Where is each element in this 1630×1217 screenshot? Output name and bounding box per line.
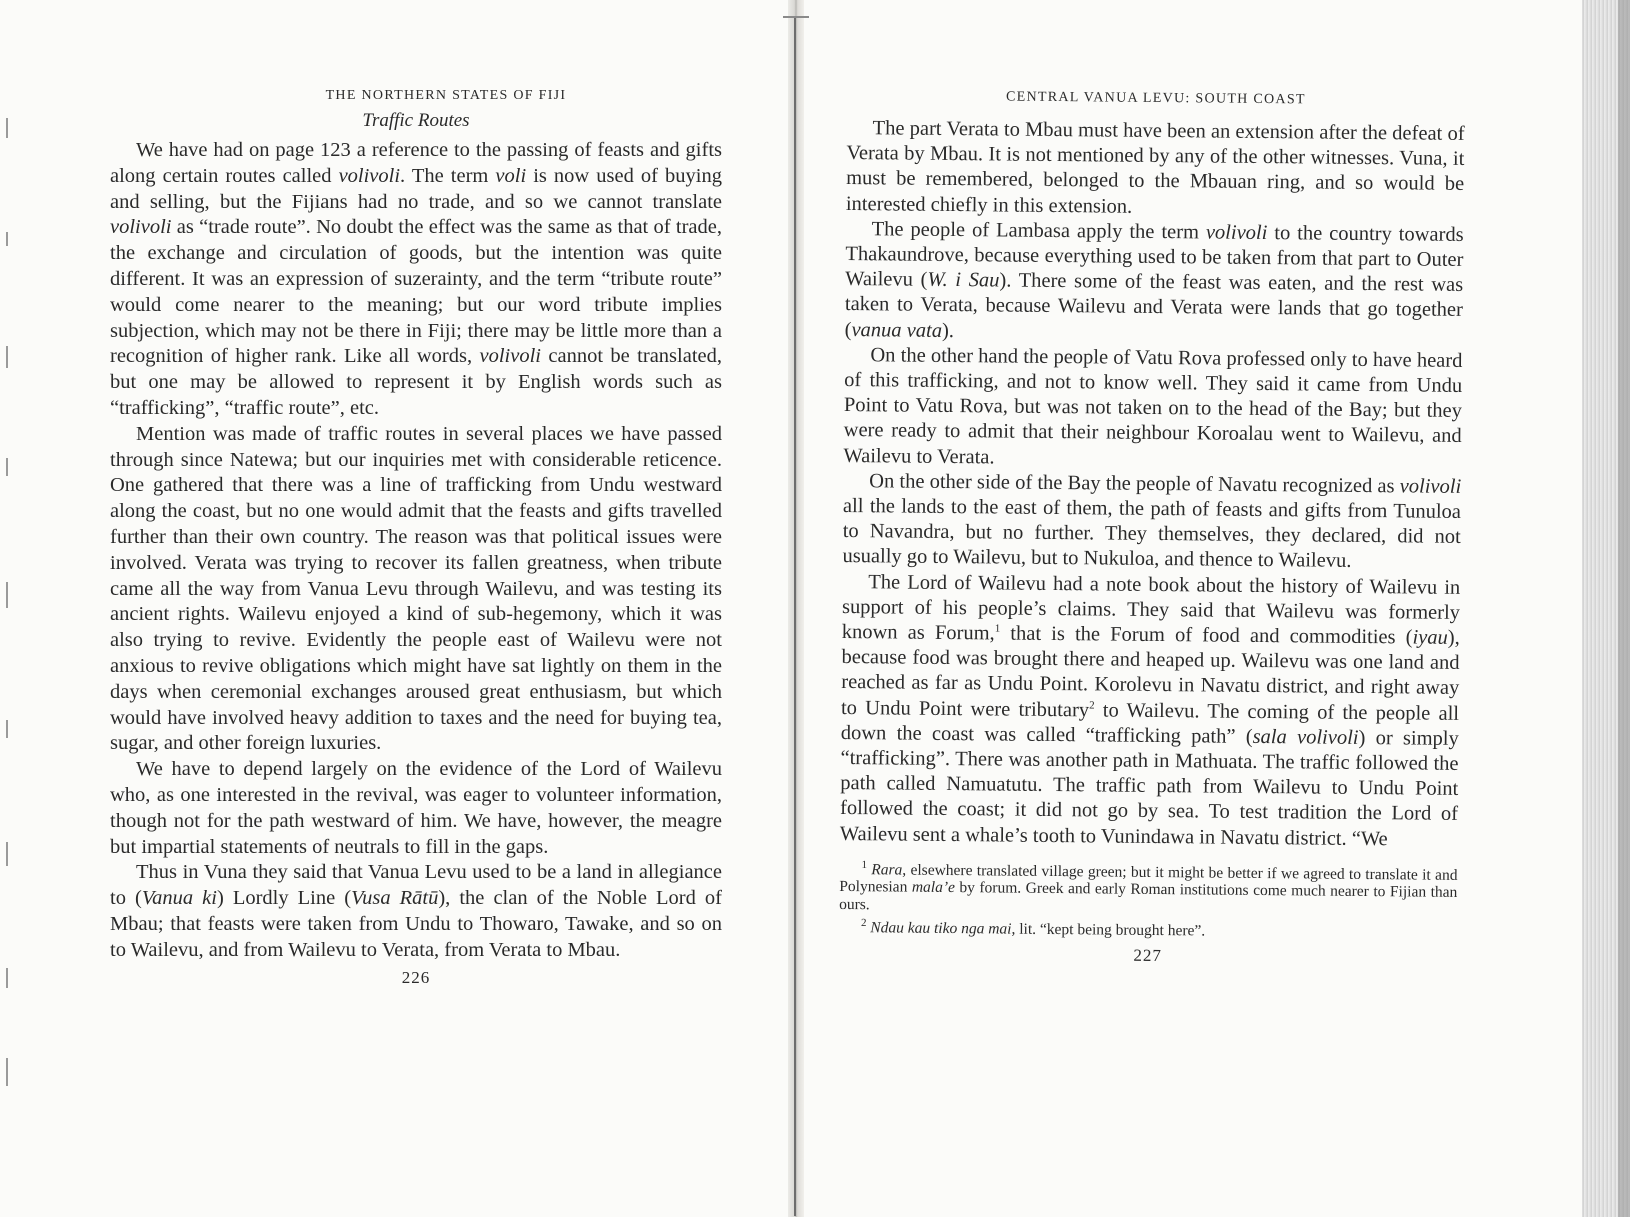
gutter-fold-line <box>794 16 796 1216</box>
italic-term: voli <box>495 164 527 187</box>
paragraph <box>110 860 722 963</box>
footnote-marker: 1 <box>861 858 868 871</box>
footnote-marker: 2 <box>1089 699 1095 712</box>
text-run: to the country towards Thakaundrove, because everything used to be taken from that part to Outer Wailevu ( <box>845 221 1464 291</box>
italic-term: volivoli <box>1205 221 1268 244</box>
italic-term: volivoli <box>1399 475 1462 498</box>
left-margin-scan-marks <box>0 0 20 1217</box>
italic-term: volivoli <box>110 216 172 239</box>
italic-term: mala’e <box>911 879 956 897</box>
text-run: The people of Lambasa apply the term <box>871 218 1207 244</box>
footnote <box>839 858 1458 919</box>
paragraph <box>110 138 722 422</box>
italic-term: sala volivoli <box>1252 725 1359 749</box>
text-run: ). There some of the feast was eaten, and the rest was taken to Verata, because Wailevu and Verata were lands that go together ( <box>844 269 1464 341</box>
text-run: ), the clan of the Noble Lord of Mbau; that feasts were taken from Undu to Thowaro, Tawake, and so on to Wailevu, and from Wailevu to Verata, from Verata to Mbau. <box>110 887 722 961</box>
text-run: is now used of buying and selling, but the Fijians had no trade, and so we cannot translate <box>110 164 722 213</box>
text-run: The Lord of Wailevu had a note book about the history of Wailevu in support of his people’s claims. They said that Wailevu was formerly known as Forum, <box>841 570 1461 645</box>
paragraph <box>846 116 1465 223</box>
text-run: , lit. “kept being brought here”. <box>1011 921 1206 940</box>
text-run: On the other side of the Bay the people of Navatu recognized as <box>869 470 1400 498</box>
text-run: Mention was made of traffic routes in several places we have passed through since Natewa; but our inquiries met with considerable reticence. One gathered that there was a line of trafficking from Undu westward along the coast, but no one would admit that the feasts and gifts travelled further than their own country. The reason was that political issues were involved. Verata was trying to recover its fallen greatness, when tribute came all the way from Vanua Levu through Wailevu, and was testing its ancient rights. Wailevu enjoyed a kind of sub-hegemony, which it was also trying to revive. Evidently the people east of Wailevu were not anxious to revive obligations which might have sat lightly on them in the days when ceremonial exchanges aroused great enthusiasm, but which would have involved heavy addition to taxes and the need for buying tea, sugar, and other foreign luxuries. <box>110 422 722 755</box>
text-run: as “trade route”. No doubt the effect was the same as that of trade, the exchange and circulation of goods, but the intention was quite different. It was an expression of suzerainty, and the term “tribute route” would come nearer to the meaning; but our word tribute implies subjection, which may not be there in Fiji; there may be little more than a recognition of higher rank. Like all words, <box>110 216 722 368</box>
left-running-head: THE NORTHERN STATES OF FIJI <box>325 88 567 103</box>
paragraph <box>110 422 722 757</box>
italic-term: W. i Sau <box>927 268 1000 292</box>
text-run: We have had on page 123 a reference to the passing of feasts and gifts along certain routes called <box>110 139 722 187</box>
text-run: ) or simply “trafficking”. There was another path in Mathuata. The traffic followed the path called Namuatutu. The traffic path from Wailevu to Undu Point followed the coast; it did not go by sea. To test tradition the Lord of Wailevu sent a whale’s tooth to Vunindawa in Navatu district. “We <box>839 726 1459 850</box>
italic-term: Rara <box>871 861 903 879</box>
footnote-marker: 2 <box>860 917 867 930</box>
left-body-text <box>110 138 722 964</box>
right-body-text <box>840 116 1465 853</box>
text-run: all the lands to the east of them, the path of feasts and gifts from Tunuloa to Navandra, but no further. They themselves, they declared, did not usually go to Wailevu, but to Nukuloa, and thence to Wailevu. <box>842 495 1462 573</box>
right-page <box>839 88 1465 969</box>
left-page <box>110 88 722 988</box>
footnotes <box>839 858 1458 943</box>
text-run: that is the Forum of food and commodities ( <box>1000 622 1413 649</box>
text-run: ) Lordly Line ( <box>216 887 352 910</box>
italic-term: iyau <box>1412 626 1448 649</box>
footnote <box>839 919 1457 942</box>
section-title: Traffic Routes <box>362 110 470 131</box>
gutter-top-mark <box>783 16 809 18</box>
right-running-head: CENTRAL VANUA LEVU: SOUTH COAST <box>1005 89 1306 108</box>
italic-term: volivoli <box>338 164 401 187</box>
footnote-marker: 1 <box>994 622 1001 635</box>
italic-term: Vusa Rātū <box>351 887 439 910</box>
paragraph <box>845 217 1464 349</box>
text-run: to Wailevu. The coming of the people all down the coast was called “trafficking path” ( <box>840 699 1460 748</box>
italic-term: volivoli <box>479 345 541 368</box>
text-run: Thus in Vuna they said that Vanua Levu used to be a land in allegiance to ( <box>110 861 722 910</box>
paragraph <box>842 469 1461 576</box>
paragraph <box>843 343 1462 475</box>
text-run: We have to depend largely on the evidence of the Lord of Wailevu who, as one interested in the revival, was eager to volunteer information, though not for the path westward of him. We have, however, the meagre but impartial statements of neutrals to fill in the gaps. <box>110 758 722 858</box>
text-run: The part Verata to Mbau must have been an extension after the defeat of Verata by Mbau. It is not mentioned by any of the other witnesses. Vuna, it must be remembered, belonged to the Mbauan ring, and so would be interested chiefly in this extension. <box>845 117 1465 218</box>
book-gutter <box>788 0 804 1217</box>
italic-term: Ndau kau tiko nga mai <box>870 919 1012 939</box>
text-run: ), because food was brought there and heaped up. Wailevu was one land and reached as far as Undu Point. Korolevu in Navatu district, and right away to Undu Point were tributary <box>840 626 1460 722</box>
text-run: cannot be translated, but one may be allowed to represent it by English words such as “trafficking”, “traffic route”, etc. <box>110 345 722 419</box>
paragraph <box>840 570 1461 853</box>
right-page-number: 227 <box>1133 945 1163 965</box>
paragraph <box>110 757 722 860</box>
italic-term: Vanua ki <box>141 887 217 910</box>
text-run: , elsewhere translated village green; but it might be better if we agreed to translate it and Polynesian <box>839 861 1458 897</box>
page-stack-shadow <box>1618 0 1630 1217</box>
left-page-number: 226 <box>401 967 431 987</box>
text-run: by forum. Greek and early Roman institutions come much nearer to Fijian than ours. <box>839 879 1458 914</box>
text-run: On the other hand the people of Vatu Rova professed only to have heard of this trafficking, and not to know well. They said it came from Undu Point to Vatu Rova, but was not taken on to the head of the Bay; but they were ready to admit that their neighbour Koroalau went to Wailevu, and Wailevu to Verata. <box>843 344 1463 469</box>
text-run: ). <box>941 319 955 342</box>
italic-term: vanua vata <box>851 318 943 342</box>
text-run: . The term <box>400 164 496 187</box>
